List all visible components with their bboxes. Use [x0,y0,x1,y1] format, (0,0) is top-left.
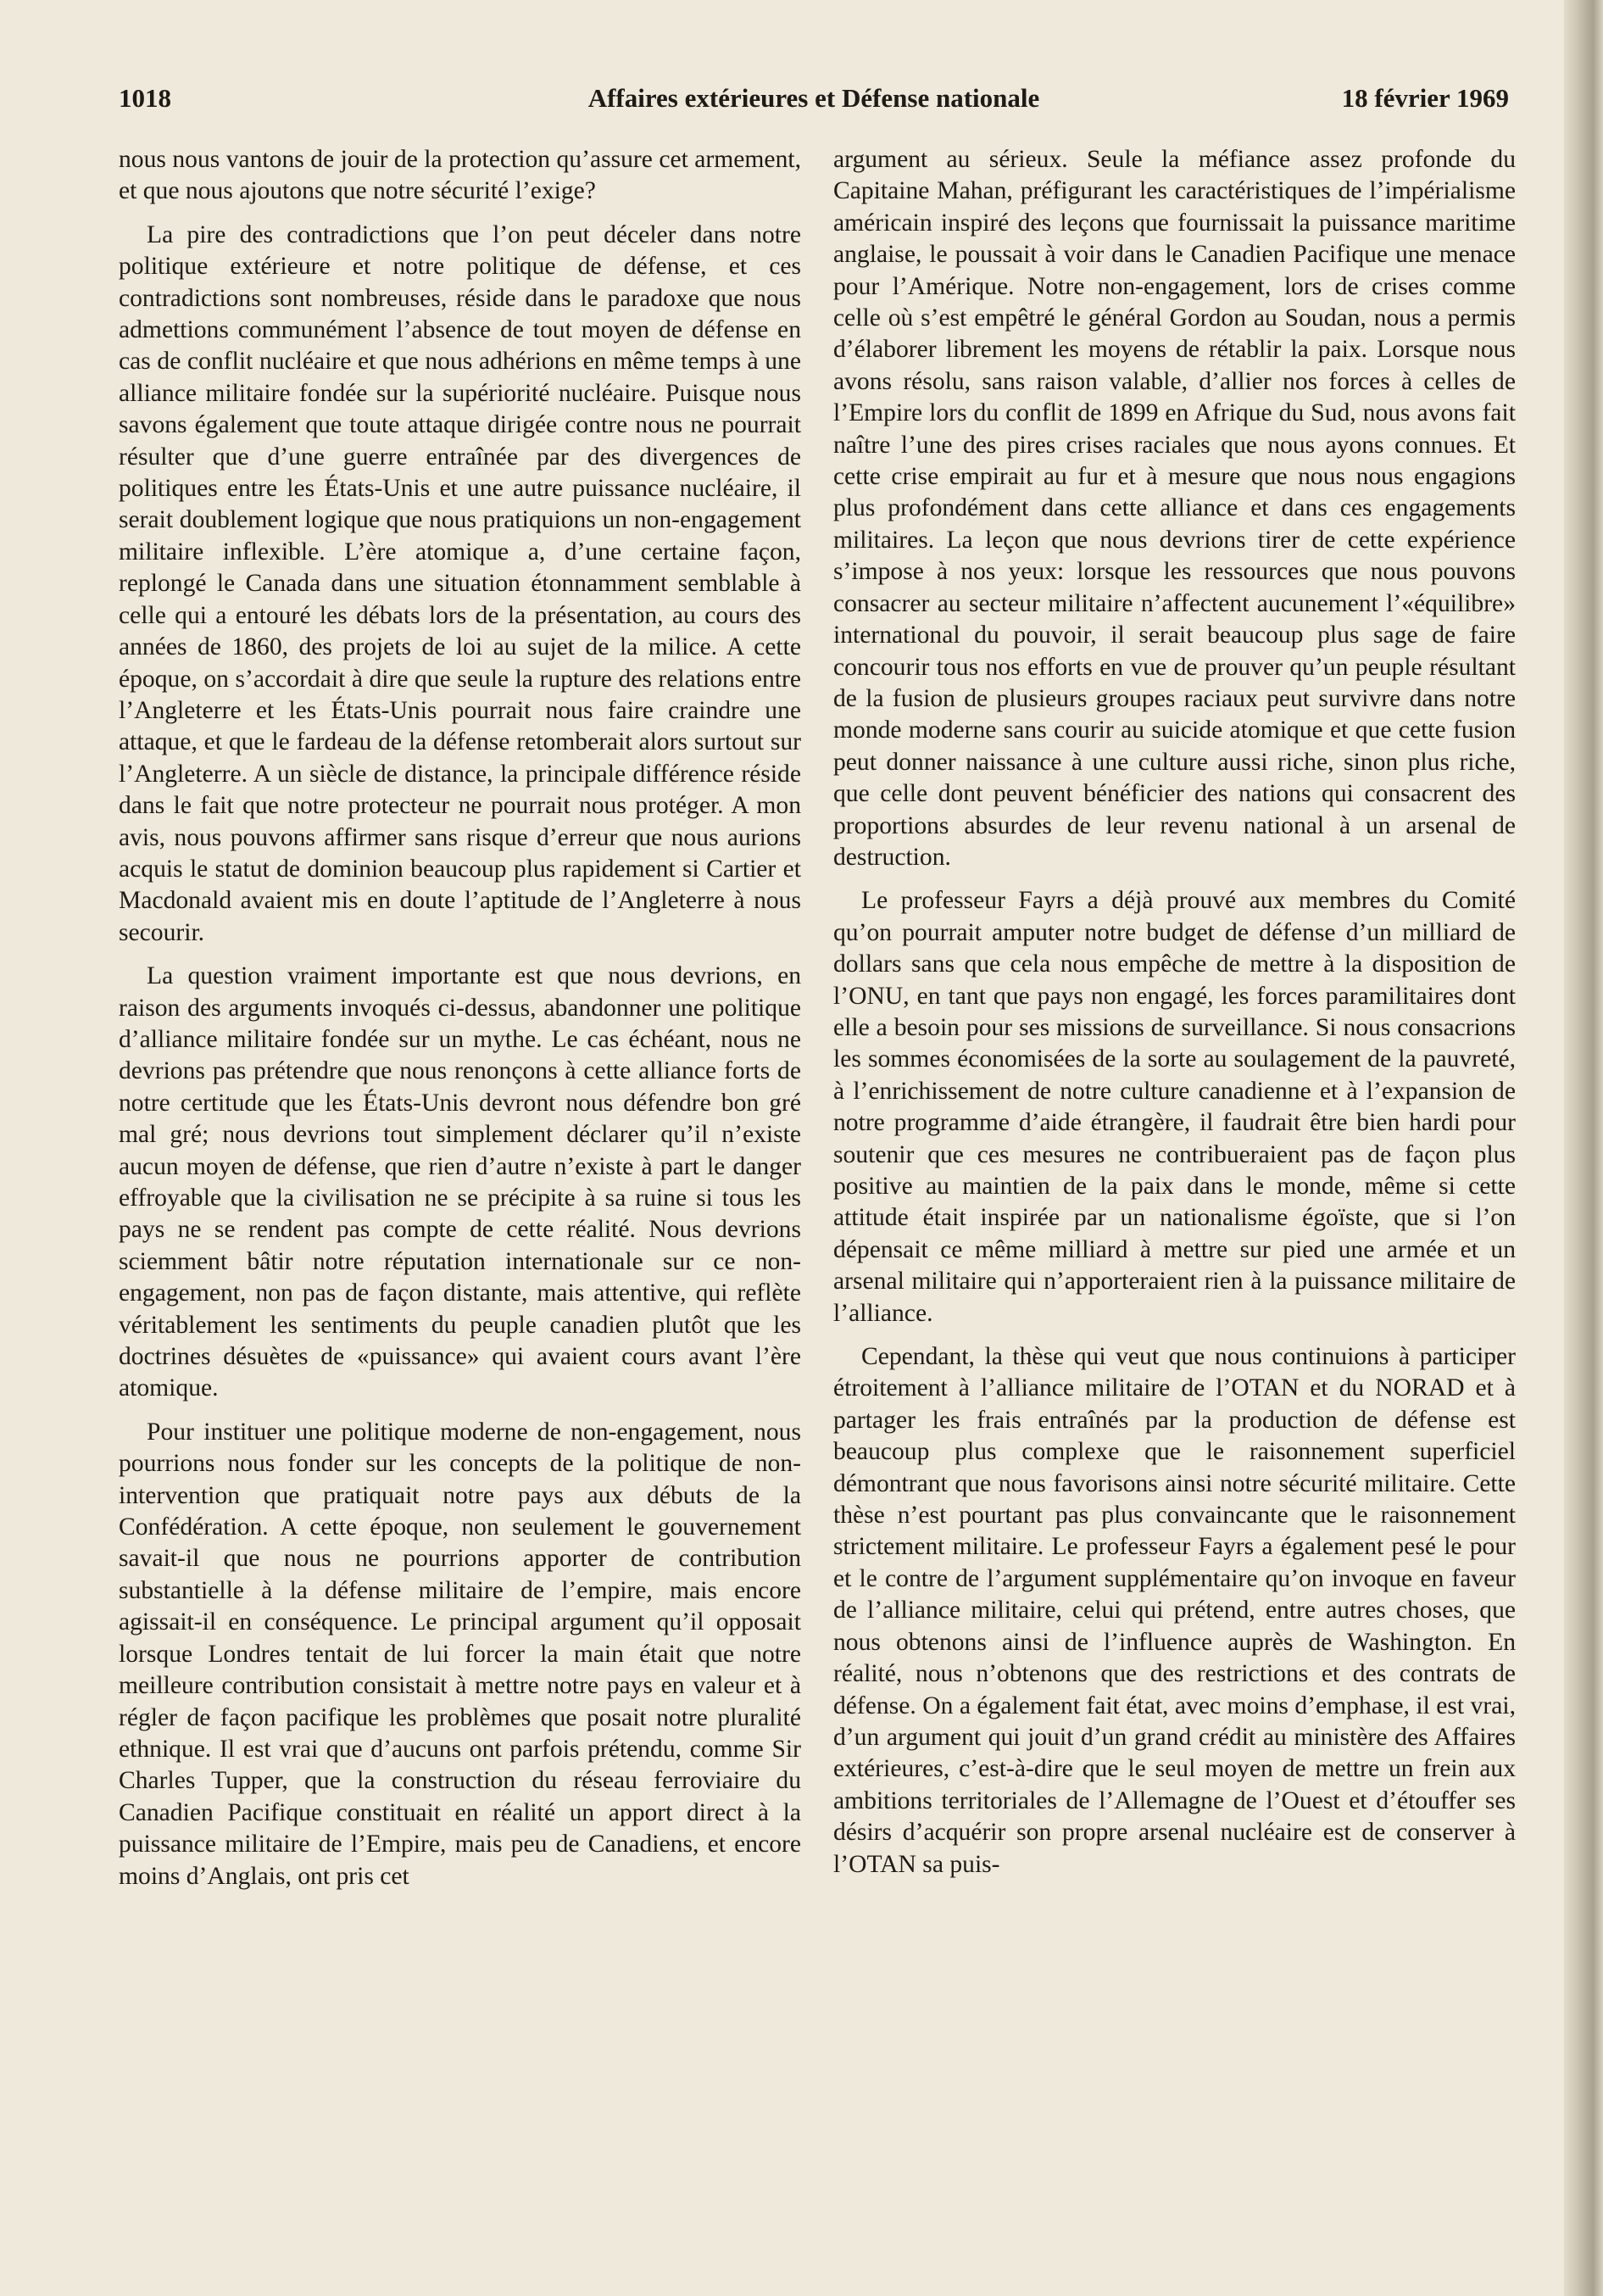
header-date: 18 février 1969 [1341,83,1509,113]
paragraph: La pire des contradictions que l’on peut déceler dans notre politique extérieure et notre politique de défense, et ces contradictions sont nombreuses, réside dans le paradoxe que nous admettions communément l’absence de tout moyen de défense en cas de conflit nucléaire et que nous adhérions en même temps à une alliance militaire fondée sur la supériorité nucléaire. Puisque nous savons également que toute attaque dirigée contre nous ne pourrait résulter que d’une guerre entraînée par des divergences de politiques entre les États-Unis et une autre puissance nucléaire, il serait doublement logique que nous pratiquions un non-engagement militaire inflexible. L’ère atomique a, d’une certaine façon, replongé le Canada dans une situation étonnamment semblable à celle qui a entouré les débats lors de la présentation, au cours des années de 1860, des projets de loi au sujet de la milice. A cette époque, on s’accordait à dire que seule la rupture des relations entre l’Angleterre et les États-Unis pourrait nous faire craindre une attaque, et que le fardeau de la défense retomberait alors surtout sur l’Angleterre. A un siècle de distance, la principale différence réside dans le fait que notre protecteur ne pourrait nous protéger. A mon avis, nous pouvons affirmer sans risque d’erreur que nous aurions acquis le statut de dominion beaucoup plus rapidement si Cartier et Macdonald avaient mis en doute l’aptitude de l’Angleterre à nous secourir. [119,220,801,946]
book-binding-edge [1564,0,1603,2296]
paragraph: Pour instituer une politique moderne de non-engagement, nous pourrions nous fonder sur les concepts de la politique de non-intervention que pratiquait notre pays aux débuts de la Confédération. A cette époque, non seulement le gouvernement savait-il que nous ne pourrions apporter de contribution substantielle à la défense militaire de l’empire, mais encore agissait-il en conséquence. Le principal argument qu’il opposait lorsque Londres tentait de lui forcer la main était que notre meilleure contribution consistait à mettre notre pays en valeur et à régler de façon pacifique les problèmes que posait notre pluralité ethnique. Il est vrai que d’aucuns ont parfois prétendu, comme Sir Charles Tupper, que la construction du réseau ferroviaire du Canadien Pacifique constituait en réalité un apport direct à la puissance militaire de l’Empire, mais peu de Canadiens, et encore moins d’Anglais, ont pris cet [119,1418,801,1890]
left-column [119,144,801,1904]
page-header [119,83,1509,125]
paragraph: La question vraiment importante est que nous devrions, en raison des arguments invoqués ci-dessus, abandonner une politique d’alliance militaire fondée sur un mythe. Le cas échéant, nous ne devrions pas prétendre que nous renonçons à cette alliance forts de notre certitude que les États-Unis devront nous défendre bon gré mal gré; nous devrions tout simplement déclarer qu’il n’existe aucun moyen de défense, que rien d’autre n’existe à part le danger effroyable que la civilisation ne se précipite à sa ruine si tous les pays ne se rendent pas compte de cette réalité. Nous devrions sciemment bâtir notre réputation internationale sur ce non-engagement, non pas de façon distante, mais attentive, qui reflète véritablement les sentiments du peuple canadien plutôt que les doctrines désuètes de «puissance» qui avaient cours avant l’ère atomique. [119,962,801,1402]
paragraph: argument au sérieux. Seule la méfiance assez profonde du Capitaine Mahan, préfigurant les caractéristiques de l’impérialisme américain inspiré des leçons que fournissait la puissance maritime anglaise, le poussait à voir dans le Canadien Pacifique une menace pour l’Amérique. Notre non-engagement, lors de crises comme celle où s’est empêtré le général Gordon au Soudan, nous a permis d’élaborer librement les moyens de rétablir la paix. Lorsque nous avons résolu, sans raison valable, d’allier nos forces à celles de l’Empire lors du conflit de 1899 en Afrique du Sud, nous avons fait naître l’une des pires crises raciales que nous ayons connues. Et cette crise empirait au fur et à mesure que nous nous engagions plus profondément dans cette alliance et dans ces engagements militaires. La leçon que nous devrions tirer de cette expérience s’impose à nos yeux: lorsque les ressources que nous pouvons consacrer au secteur militaire n’affectent aucunement l’«équilibre» international du pouvoir, il serait beaucoup plus sage de faire concourir tous nos efforts en vue de prouver qu’un peuple résultant de la fusion de plusieurs groupes raciaux peut survivre dans notre monde moderne sans courir au suicide atomique et que cette fusion peut donner naissance à une culture aussi riche, sinon plus riche, que celle dont peuvent bénéficier des nations qui consacrent des proportions absurdes de leur revenu national à un arsenal de destruction. [833,146,1516,871]
paragraph: Le professeur Fayrs a déjà prouvé aux membres du Comité qu’on pourrait amputer notre budget de défense d’un milliard de dollars sans que cela nous empêche de mettre à la disposition de l’ONU, en tant que pays non engagé, les forces paramilitaires dont elle a besoin pour ses missions de surveillance. Si nous consacrions les sommes économisées de la sorte au soulagement de la pauvreté, à l’enrichissement de notre culture canadienne et à l’expansion de notre programme d’aide étrangère, il faudrait être bien hardi pour soutenir que ces mesures ne contribueraient pas de façon plus positive au maintien de la paix dans le monde, même si cette attitude était inspirée par un nationalisme égoïste, que si l’on dépensait ce même milliard à mettre sur pied une armée et un arsenal militaire qui n’apporteraient rien à la puissance militaire de l’alliance. [833,887,1516,1327]
paragraph: Cependant, la thèse qui veut que nous continuions à participer étroitement à l’alliance militaire de l’OTAN et du NORAD et à partager les frais entraînés par la production de défense est beaucoup plus complexe que le raisonnement superficiel démontrant que nous favorisons ainsi notre sécurité militaire. Cette thèse n’est pourtant pas plus convaincante que le raisonnement strictement militaire. Le professeur Fayrs a également pesé le pour et le contre de l’argument supplémentaire qu’on invoque en faveur de l’alliance militaire, celui qui prétend, entre autres choses, que nous obtenons ainsi de l’influence auprès de Washington. En réalité, nous n’obtenons que des restrictions et des contrats de défense. On a également fait état, avec moins d’emphase, il est vrai, d’un argument qui jouit d’un grand crédit au ministère des Affaires extérieures, c’est-à-dire que le seul moyen de mettre un frein aux ambitions territoriales de l’Allemagne de l’Ouest et d’étouffer ses désirs d’acquérir son propre arsenal nucléaire est de conserver à l’OTAN sa puis- [833,1343,1516,1878]
running-title: Affaires extérieures et Défense nationale [587,83,1040,113]
right-column [833,144,1516,1892]
paragraph: nous nous vantons de jouir de la protection qu’assure cet armement, et que nous ajoutons que notre sécurité l’exige? [119,146,801,205]
page-number: 1018 [119,83,171,113]
